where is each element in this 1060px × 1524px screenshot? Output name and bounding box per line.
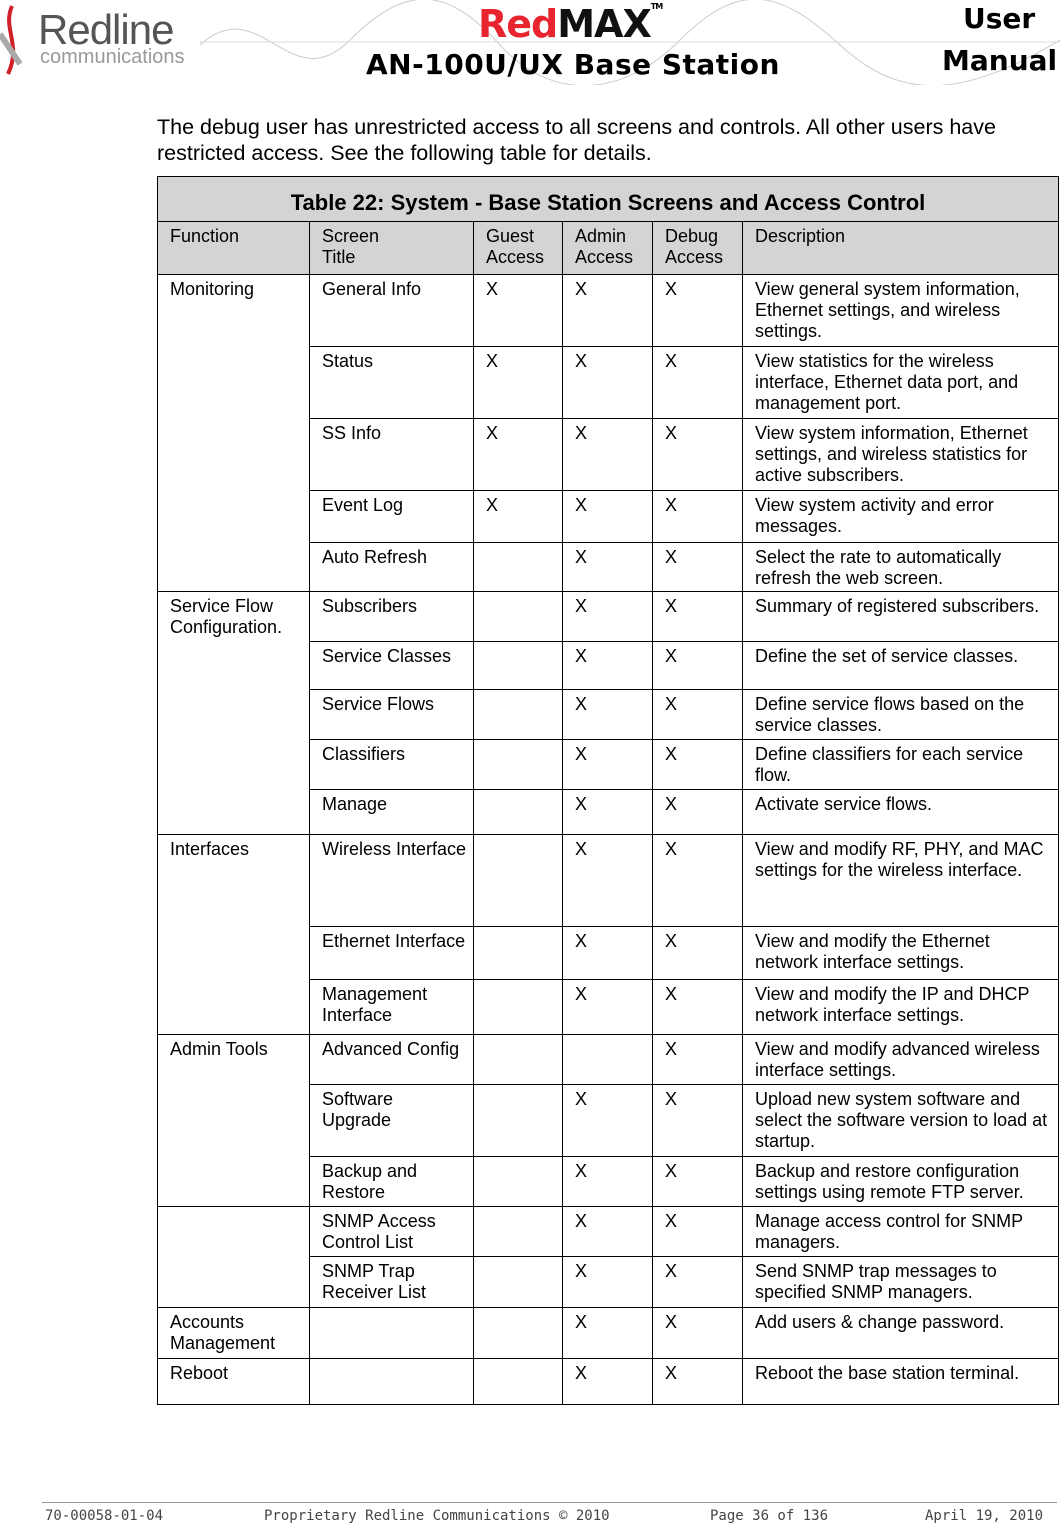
admin-access-cell: X (563, 419, 653, 491)
table-row (158, 592, 1059, 642)
admin-access-cell: X (563, 1359, 653, 1405)
description-cell: View system information, Ethernet settings, and wireless statistics for active subscribers. (743, 419, 1059, 491)
description-cell: Upload new system software and select the software version to load at startup. (743, 1085, 1059, 1157)
admin-access-cell: X (563, 642, 653, 690)
debug-access-cell: X (653, 1035, 743, 1085)
description-cell: Select the rate to automatically refresh the web screen. (743, 543, 1059, 592)
table-caption (158, 177, 1059, 222)
description-cell: Summary of registered subscribers. (743, 592, 1059, 642)
guest-access-cell: X (474, 419, 563, 491)
description-cell: View system activity and error messages. (743, 491, 1059, 543)
admin-access-cell: X (563, 275, 653, 347)
caption-title: : System - Base Station Screens and Access Control (377, 189, 926, 215)
debug-access-cell: X (653, 275, 743, 347)
debug-access-cell: X (653, 419, 743, 491)
table-row (158, 835, 1059, 927)
table-row (158, 1359, 1059, 1405)
guest-access-cell (474, 1308, 563, 1359)
screen-title-cell: SS Info (310, 419, 474, 491)
function-cell: Reboot (158, 1359, 310, 1405)
screen-title-cell: SNMP Trap Receiver List (310, 1257, 474, 1308)
function-cell: Monitoring (158, 275, 310, 592)
screen-title-cell: Backup and Restore (310, 1157, 474, 1207)
column-header-description: Description (743, 222, 1059, 275)
admin-access-cell: X (563, 1085, 653, 1157)
guest-access-cell (474, 690, 563, 740)
guest-access-cell: X (474, 275, 563, 347)
function-cell: Admin Tools (158, 1035, 310, 1207)
column-header-screen-title: Screen Title (310, 222, 474, 275)
function-cell: Service Flow Configuration. (158, 592, 310, 835)
brand-red: Red (478, 2, 558, 46)
description-cell: View and modify the Ethernet network interface settings. (743, 927, 1059, 980)
function-cell: Interfaces (158, 835, 310, 1035)
screen-title-cell: Status (310, 347, 474, 419)
admin-access-cell: X (563, 1308, 653, 1359)
redmax-brand (478, 2, 662, 46)
description-cell: Backup and restore configuration settings using remote FTP server. (743, 1157, 1059, 1207)
table-row (158, 1308, 1059, 1359)
access-control-table (157, 176, 1059, 1405)
admin-access-cell: X (563, 347, 653, 419)
doc-type-line2: Manual (942, 44, 1058, 77)
function-cell: Accounts Management (158, 1308, 310, 1359)
debug-access-cell: X (653, 835, 743, 927)
logo-word: Redline (38, 6, 174, 53)
debug-access-cell: X (653, 927, 743, 980)
admin-access-cell: X (563, 1207, 653, 1257)
guest-access-cell (474, 543, 563, 592)
page-number: Page 36 of 136 (710, 1508, 829, 1524)
brand-black: MAX (557, 2, 651, 46)
description-cell: View general system information, Ethernet settings, and wireless settings. (743, 275, 1059, 347)
admin-access-cell (563, 1035, 653, 1085)
logo-swoosh-icon (0, 4, 36, 76)
guest-access-cell (474, 980, 563, 1035)
debug-access-cell: X (653, 543, 743, 592)
description-cell: View and modify RF, PHY, and MAC settings for the wireless interface. (743, 835, 1059, 927)
description-cell: View and modify the IP and DHCP network interface settings. (743, 980, 1059, 1035)
doc-number: 70-00058-01-04 (45, 1508, 164, 1524)
description-cell: Add users & change password. (743, 1308, 1059, 1359)
screen-title-cell: Classifiers (310, 740, 474, 790)
table-body (158, 275, 1059, 1405)
debug-access-cell: X (653, 347, 743, 419)
trademark: TM (650, 2, 663, 11)
guest-access-cell (474, 1359, 563, 1405)
table-row (158, 1207, 1059, 1257)
admin-access-cell: X (563, 740, 653, 790)
caption-label: Table 22 (290, 189, 378, 215)
debug-access-cell: X (653, 1085, 743, 1157)
screen-title-cell: Wireless Interface (310, 835, 474, 927)
screen-title-cell: SNMP Access Control List (310, 1207, 474, 1257)
admin-access-cell: X (563, 835, 653, 927)
date: April 19, 2010 (925, 1508, 1044, 1524)
function-cell (158, 1207, 310, 1308)
guest-access-cell (474, 927, 563, 980)
guest-access-cell (474, 740, 563, 790)
admin-access-cell: X (563, 1157, 653, 1207)
column-header-row (158, 222, 1059, 275)
debug-access-cell: X (653, 592, 743, 642)
admin-access-cell: X (563, 592, 653, 642)
guest-access-cell (474, 790, 563, 835)
table-row (158, 1035, 1059, 1085)
description-cell: Define service flows based on the service classes. (743, 690, 1059, 740)
redline-logo (0, 4, 200, 74)
debug-access-cell: X (653, 1308, 743, 1359)
admin-access-cell: X (563, 1257, 653, 1308)
logo-subtitle: communications (40, 46, 185, 68)
screen-title-cell: Service Flows (310, 690, 474, 740)
debug-access-cell: X (653, 1359, 743, 1405)
description-cell: Send SNMP trap messages to specified SNMP managers. (743, 1257, 1059, 1308)
description-cell: View and modify advanced wireless interface settings. (743, 1035, 1059, 1085)
debug-access-cell: X (653, 1257, 743, 1308)
guest-access-cell (474, 642, 563, 690)
guest-access-cell (474, 1257, 563, 1308)
page-footer (42, 1502, 1057, 1524)
screen-title-cell: Software Upgrade (310, 1085, 474, 1157)
screen-title-cell: General Info (310, 275, 474, 347)
guest-access-cell: X (474, 347, 563, 419)
guest-access-cell (474, 592, 563, 642)
debug-access-cell: X (653, 980, 743, 1035)
description-cell: Manage access control for SNMP managers. (743, 1207, 1059, 1257)
debug-access-cell: X (653, 642, 743, 690)
guest-access-cell: X (474, 491, 563, 543)
description-cell: Reboot the base station terminal. (743, 1359, 1059, 1405)
guest-access-cell (474, 1035, 563, 1085)
product-title: AN-100U/UX Base Station (366, 48, 780, 81)
screen-title-cell: Auto Refresh (310, 543, 474, 592)
intro-paragraph: The debug user has unrestricted access to all screens and controls. All other users have restricted access. See the following table for details. (157, 115, 996, 165)
screen-title-cell: Service Classes (310, 642, 474, 690)
description-cell: View statistics for the wireless interface, Ethernet data port, and management port. (743, 347, 1059, 419)
guest-access-cell (474, 835, 563, 927)
guest-access-cell (474, 1157, 563, 1207)
screen-title-cell: Advanced Config (310, 1035, 474, 1085)
description-cell: Define classifiers for each service flow. (743, 740, 1059, 790)
guest-access-cell (474, 1207, 563, 1257)
doc-type-line1: User (963, 2, 1036, 35)
table-row (158, 275, 1059, 347)
admin-access-cell: X (563, 543, 653, 592)
screen-title-cell: Ethernet Interface (310, 927, 474, 980)
screen-title-cell (310, 1308, 474, 1359)
screen-title-cell: Subscribers (310, 592, 474, 642)
debug-access-cell: X (653, 1207, 743, 1257)
column-header-debug-access: Debug Access (653, 222, 743, 275)
screen-title-cell (310, 1359, 474, 1405)
column-header-admin-access: Admin Access (563, 222, 653, 275)
column-header-guest-access: Guest Access (474, 222, 563, 275)
copyright: Proprietary Redline Communications © 2010 (264, 1508, 610, 1524)
admin-access-cell: X (563, 690, 653, 740)
debug-access-cell: X (653, 740, 743, 790)
description-cell: Define the set of service classes. (743, 642, 1059, 690)
page-header (0, 0, 1060, 90)
guest-access-cell (474, 1085, 563, 1157)
admin-access-cell: X (563, 491, 653, 543)
screen-title-cell: Event Log (310, 491, 474, 543)
admin-access-cell: X (563, 790, 653, 835)
debug-access-cell: X (653, 690, 743, 740)
admin-access-cell: X (563, 927, 653, 980)
screen-title-cell: Manage (310, 790, 474, 835)
debug-access-cell: X (653, 1157, 743, 1207)
debug-access-cell: X (653, 790, 743, 835)
description-cell: Activate service flows. (743, 790, 1059, 835)
column-header-function: Function (158, 222, 310, 275)
admin-access-cell: X (563, 980, 653, 1035)
screen-title-cell: Management Interface (310, 980, 474, 1035)
debug-access-cell: X (653, 491, 743, 543)
